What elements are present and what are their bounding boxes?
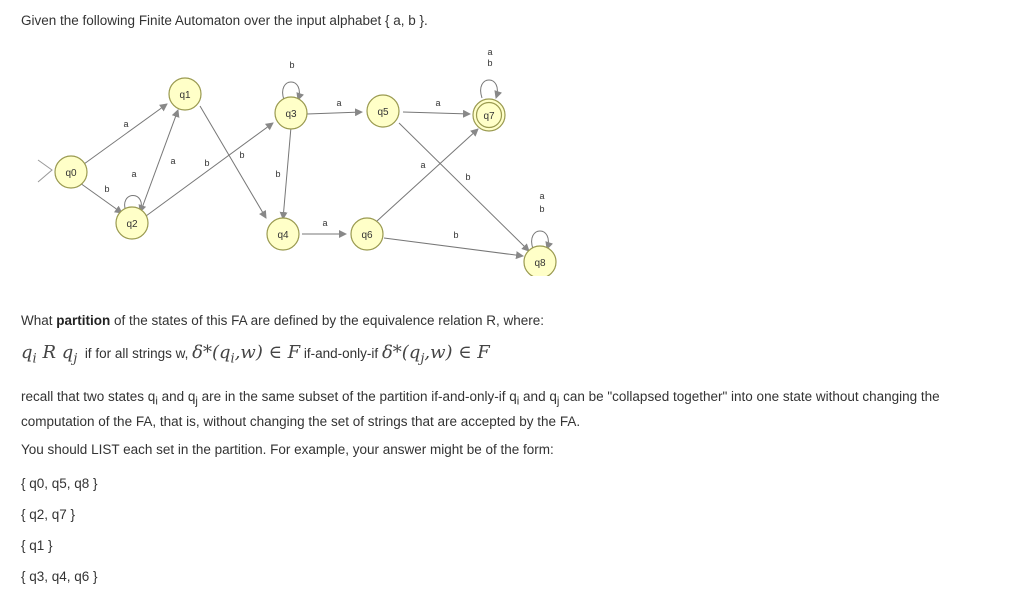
edge-label-q7-self-b: b (487, 58, 493, 68)
automaton-diagram (0, 36, 600, 276)
edge-label-q3-q5: a (336, 98, 342, 108)
state-label-q1: q1 (179, 90, 191, 101)
partition-keyword: partition (56, 313, 111, 328)
edge-label-q5-q7: a (435, 98, 441, 108)
loop-q7 (481, 80, 498, 98)
edge-q2-q3 (146, 123, 273, 216)
edge-label-q8-self-b: b (539, 204, 545, 214)
answer-set-2: { q2, q7 } (21, 507, 76, 522)
edge-label-q2-q3: b (239, 150, 245, 160)
edge-label-q7-self-a: a (487, 47, 493, 57)
edge-label-q4-q6: a (322, 218, 328, 228)
state-label-q8: q8 (534, 258, 546, 269)
state-label-q2: q2 (126, 219, 138, 230)
edge-label-q6-q7: a (420, 160, 426, 170)
intro-text: Given the following Finite Automaton over the input alphabet { a, b }. (21, 13, 428, 28)
question-text: What partition of the states of this FA are defined by the equivalence relation R, where: (21, 313, 545, 328)
answer-set-4: { q3, q4, q6 } (21, 569, 98, 584)
edge-label-q3-self: b (289, 60, 295, 70)
edge-q1-q4 (200, 106, 266, 218)
answer-set-3: { q1 } (21, 538, 53, 553)
edge-q6-q7 (377, 129, 478, 221)
state-label-q5: q5 (377, 107, 389, 118)
edge-label-q0-q2: b (104, 184, 110, 194)
start-arrow (38, 160, 52, 182)
edge-q0-q2 (80, 183, 122, 213)
recall-paragraph: recall that two states $q_i$ and $q_j$ are in the same subset of the partition if-and-only-if $q_i$ and $q_j$ can be "collapsed together" into one state without changing the computation of the FA, that is, without changing the set of strings that are accepted by the FA. (21, 389, 940, 429)
state-label-q6: q6 (361, 230, 373, 241)
edge-label-q2-self: a (131, 169, 137, 179)
edge-label-q5-q8: b (465, 172, 471, 182)
edge-q0-q1 (84, 104, 167, 164)
relation-formula: $q_i$ R $q_j$ if for all strings w, $\delta*(q_i,w)$ ∈ F if-and-only-if $\delta*(q_j,w)$ ∈ F (21, 342, 490, 367)
edge-q3-q4 (283, 127, 291, 219)
edge-q6-q8 (384, 238, 523, 256)
state-label-q7: q7 (483, 111, 495, 122)
edge-label-q0-q1: a (123, 119, 129, 129)
state-label-q3: q3 (285, 109, 297, 120)
edge-label-q8-self-a: a (539, 191, 545, 201)
edge-label-q6-q8: b (453, 230, 459, 240)
state-label-q0: q0 (65, 168, 77, 179)
state-label-q4: q4 (277, 230, 289, 241)
edge-label-q3-q4: b (275, 169, 281, 179)
answer-set-1: { q0, q5, q8 } (21, 476, 98, 491)
edge-label-q1-q4: b (204, 158, 210, 168)
instruction-text: You should LIST each set in the partition. For example, your answer might be of the form: (21, 442, 554, 457)
edge-q3-q5 (307, 112, 362, 114)
edge-q5-q7 (403, 112, 470, 114)
edge-label-q2-q1: a (170, 156, 176, 166)
